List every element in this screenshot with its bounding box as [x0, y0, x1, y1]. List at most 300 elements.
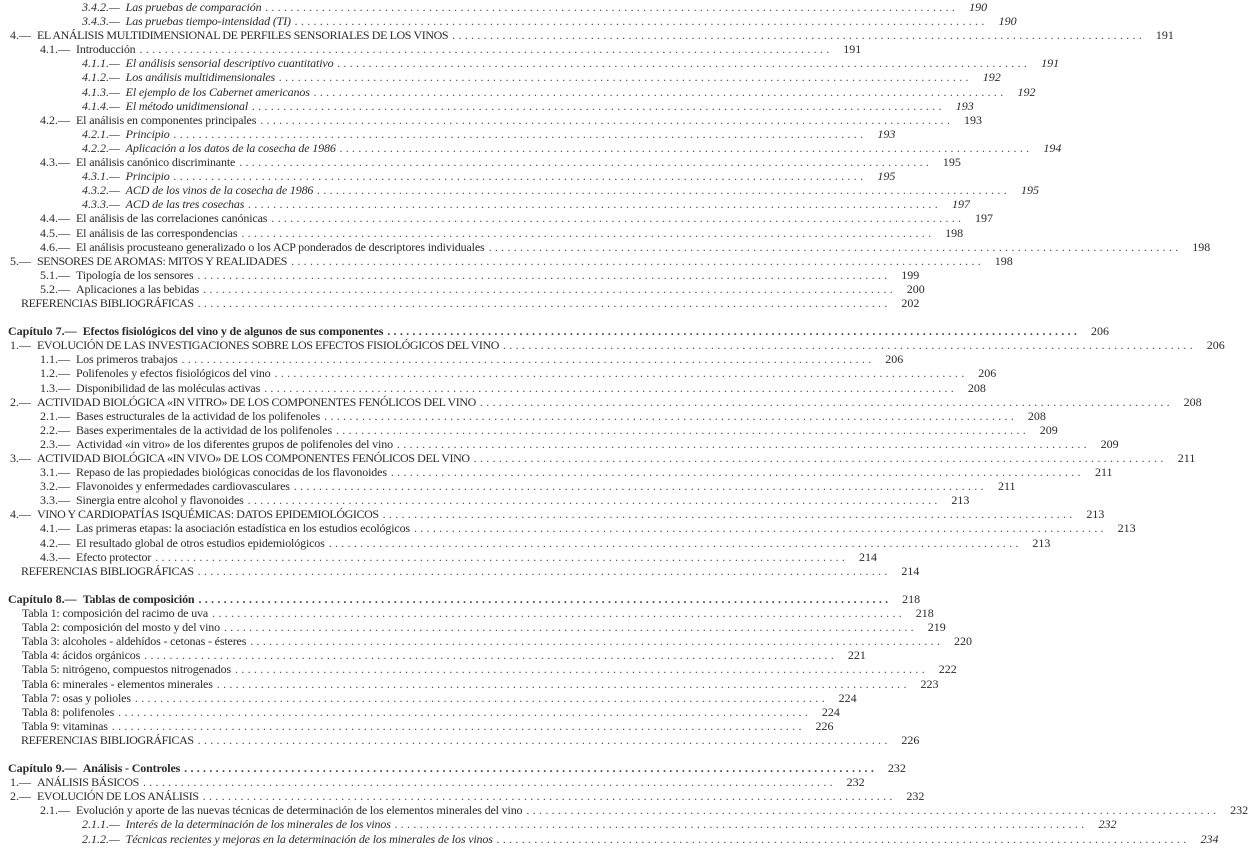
toc-entry-number: 3.4.2.— [82, 0, 120, 14]
dot-leader [497, 832, 1187, 846]
toc-entry-label [10, 254, 287, 268]
dot-leader [224, 620, 914, 634]
toc-entry[interactable] [0, 14, 1017, 29]
toc-page-number: 213 [1117, 521, 1136, 536]
dot-leader [279, 70, 969, 84]
toc-entry-number: 3.1.— [40, 465, 70, 480]
toc-entry[interactable] [0, 56, 1060, 71]
toc-entry[interactable] [0, 352, 904, 367]
toc-entry-label [40, 282, 199, 296]
toc-page-number: 195 [1020, 183, 1039, 198]
dot-leader [174, 127, 864, 141]
toc-entry-label [82, 183, 313, 197]
toc-entry-title: ACD de las tres cosechas [125, 197, 245, 212]
toc-page-number: 198 [1192, 239, 1211, 254]
toc-entry-title: ANÁLISIS BÁSICOS [37, 775, 139, 790]
dot-leader [217, 677, 907, 691]
toc-entry-title: Principio [125, 126, 170, 141]
toc-page-number: 191 [1041, 56, 1060, 71]
toc-entry-number: 4.3.1.— [82, 169, 120, 184]
toc-entry-title: Tabla 9: vitaminas [22, 718, 108, 733]
dot-leader [329, 536, 1019, 550]
toc-entry-number: 4.4.— [40, 211, 70, 226]
toc-entry-label [40, 423, 332, 437]
toc-page-number: 191 [843, 42, 862, 57]
toc-entry-number: 2.1.1.— [82, 817, 120, 832]
toc-page-number: 199 [901, 267, 920, 282]
toc-entry-number: 4.3.3.— [82, 197, 120, 212]
toc-entry-title: REFERENCIAS BIBLIOGRÁFICAS [21, 295, 194, 310]
toc-page-number: 213 [1032, 535, 1051, 550]
toc-entry-title: El análisis de las correlaciones canónicas [76, 211, 268, 226]
dot-leader [198, 296, 888, 310]
toc-entry-number: 4.1.— [40, 521, 70, 536]
toc-page-number: 209 [1039, 422, 1058, 437]
toc-entry[interactable] [0, 422, 1058, 437]
toc-entry[interactable] [0, 253, 1013, 268]
toc-entry-number: 4.2.— [40, 112, 70, 127]
toc-entry-title: Evolución y aporte de las nuevas técnicas de determinación de los elementos minerales del vino [76, 803, 523, 818]
toc-entry[interactable] [0, 197, 970, 212]
toc-entry-number: 3.4.3.— [82, 14, 120, 29]
toc-entry-number: 3.3.— [40, 493, 70, 508]
toc-page-number: 209 [1100, 436, 1119, 451]
toc-entry-label [40, 803, 522, 817]
toc-entry[interactable] [0, 775, 865, 790]
toc-entry[interactable] [0, 126, 896, 141]
toc-entry[interactable] [0, 239, 1211, 254]
dot-leader [198, 564, 888, 578]
toc-entry-number: 2.3.— [40, 436, 70, 451]
dot-leader [248, 493, 938, 507]
toc-entry[interactable] [0, 648, 866, 663]
toc-page-number: 206 [1090, 324, 1109, 339]
toc-page-number: 234 [1200, 831, 1219, 846]
toc-entry-title: El análisis sensorial descriptivo cuantitativo [125, 56, 334, 71]
toc-page-number: 197 [975, 211, 993, 226]
toc-entry-number: 4.2.— [40, 535, 70, 550]
dot-leader [336, 423, 1026, 437]
toc-entry-label [82, 56, 333, 70]
dot-leader [275, 366, 965, 380]
toc-entry-label [21, 733, 194, 747]
toc-page-number: 213 [1086, 507, 1105, 522]
toc-entry[interactable] [0, 84, 1036, 99]
dot-leader [203, 282, 893, 296]
toc-entry[interactable] [0, 98, 974, 113]
dot-leader [503, 338, 1193, 352]
toc-entry-label [22, 648, 140, 662]
dot-leader [294, 479, 984, 493]
toc-entry[interactable] [0, 366, 997, 381]
toc-entry-label [10, 507, 379, 521]
toc-chapter-entry[interactable] [0, 761, 906, 776]
toc-entry[interactable] [0, 112, 982, 127]
dot-leader [260, 113, 950, 127]
toc-entry-label [40, 366, 271, 380]
dot-leader [295, 14, 985, 28]
toc-page-number: 193 [955, 98, 974, 113]
toc-page-number: 220 [953, 634, 972, 649]
toc-entry-title: Polifenoles y efectos fisiológicos del vino [76, 366, 271, 381]
toc-entry-title: El ejemplo de los Cabernet americanos [125, 84, 310, 99]
toc-entry-label [40, 155, 235, 169]
toc-entry-title: El análisis en componentes principales [76, 112, 257, 127]
dot-leader [155, 550, 845, 564]
toc-entry-title: Tablas de composición [82, 591, 195, 606]
toc-entry-title: Introducción [76, 42, 136, 57]
toc-entry-label [40, 113, 256, 127]
dot-leader [198, 733, 888, 747]
toc-page-number: 193 [877, 126, 896, 141]
toc-entry-title: EVOLUCIÓN DE LOS ANÁLISIS [37, 789, 199, 804]
toc-entry-label [10, 451, 470, 465]
dot-leader [143, 775, 833, 789]
toc-page-number: 232 [887, 761, 906, 776]
toc-entry-title: Las pruebas tiempo-intensidad (TI) [125, 14, 291, 29]
toc-page-number: 211 [997, 479, 1016, 494]
toc-entry-number: 5.— [10, 253, 31, 268]
toc-page-number: 211 [1094, 465, 1113, 480]
dot-leader [182, 352, 872, 366]
toc-entry[interactable] [0, 493, 970, 508]
dot-leader [144, 648, 834, 662]
toc-entry-label [40, 465, 387, 479]
toc-entry-label [22, 606, 208, 620]
toc-entry[interactable] [0, 28, 1174, 43]
toc-entry-label [40, 226, 237, 240]
toc-page-number: 226 [901, 732, 920, 747]
section-spacer [0, 747, 600, 761]
toc-entry-label [82, 0, 261, 14]
toc-page-number: 224 [838, 690, 857, 705]
toc-entry-number: 3.2.— [40, 479, 70, 494]
dot-leader [317, 183, 1007, 197]
dot-leader [452, 28, 1142, 42]
toc-entry-title: Efecto protector [76, 549, 152, 564]
toc-entry-title: ACTIVIDAD BIOLÓGICA «IN VIVO» DE LOS COMPONENTES FENÓLICOS DEL VINO [37, 451, 470, 465]
toc-page-number: 232 [846, 775, 865, 790]
toc-entry-number: Capítulo 9.— [8, 761, 77, 776]
toc-page-number: 197 [951, 197, 970, 212]
toc-page-number: 214 [901, 563, 920, 578]
toc-entry-title: SENSORES DE AROMAS: MITOS Y REALIDADES [37, 253, 288, 268]
dot-leader [239, 155, 929, 169]
dot-leader [391, 465, 1081, 479]
toc-entry-number: 1.— [10, 775, 31, 790]
toc-entry-label [82, 99, 248, 113]
toc-entry-label [82, 70, 275, 84]
toc-entry-title: ACTIVIDAD BIOLÓGICA «IN VITRO» DE LOS COMPONENTES FENÓLICOS DEL VINO [37, 394, 476, 409]
toc-entry[interactable] [0, 169, 896, 184]
toc-entry-title: VINO Y CARDIOPATÍAS ISQUÉMICAS: DATOS EPIDEMIOLÓGICOS [37, 507, 379, 522]
dot-leader [140, 42, 830, 56]
dot-leader [235, 662, 925, 676]
toc-page-number: 222 [938, 662, 957, 677]
dot-leader [387, 324, 1077, 338]
toc-entry[interactable] [0, 479, 1016, 494]
toc-entry[interactable] [0, 831, 1219, 846]
toc-entry[interactable] [0, 507, 1105, 522]
toc-entry-title: Tabla 2: composición del mosto y del vino [22, 620, 220, 635]
toc-page-number: 208 [1183, 394, 1202, 409]
toc-page-number: 224 [821, 704, 840, 719]
toc-entry-number: 1.3.— [40, 380, 70, 395]
toc-page-number: 200 [906, 281, 925, 296]
toc-entry[interactable] [0, 436, 1119, 451]
toc-page-number: 206 [978, 366, 997, 381]
toc-entry-number: 1.— [10, 338, 31, 353]
toc-entry[interactable] [0, 225, 964, 240]
toc-page-number: 206 [1206, 338, 1225, 353]
toc-entry-label [40, 493, 244, 507]
toc-entry-number: 4.3.— [40, 155, 70, 170]
toc-entry-label [21, 296, 194, 310]
toc-entry-number: 2.1.— [40, 803, 70, 818]
toc-entry-title: Aplicaciones a las bebidas [76, 281, 200, 296]
dot-leader [174, 169, 864, 183]
dot-leader [397, 437, 1087, 451]
toc-entry[interactable] [0, 394, 1202, 409]
toc-entry[interactable] [0, 465, 1113, 480]
toc-entry[interactable] [0, 140, 1062, 155]
toc-entry-label [40, 211, 267, 225]
toc-page-number: 218 [915, 606, 934, 621]
toc-entry-label [40, 240, 485, 254]
toc-entry-number: 2.— [10, 789, 31, 804]
toc-entry[interactable] [0, 634, 972, 649]
toc-page-number: 192 [982, 70, 1001, 85]
toc-entry-label [82, 127, 170, 141]
toc-page-number: 194 [1043, 140, 1062, 155]
toc-page-number: 214 [858, 549, 877, 564]
toc-entry[interactable] [0, 155, 961, 170]
dot-leader [324, 409, 1014, 423]
toc-page-number: 221 [847, 648, 866, 663]
dot-leader [291, 254, 981, 268]
toc-entry-label [40, 550, 151, 564]
dot-leader [337, 56, 1027, 70]
toc-entry-number: Capítulo 8.— [8, 591, 77, 606]
toc-page-number: 192 [1017, 84, 1036, 99]
toc-entry[interactable] [0, 380, 986, 395]
toc-entry-title: Los análisis multidimensionales [125, 70, 276, 85]
dot-leader [314, 85, 1004, 99]
toc-entry-number: 3.— [10, 451, 31, 465]
toc-entry-number: 4.3.— [40, 549, 70, 564]
toc-entry-title: Aplicación a los datos de la cosecha de 1986 [125, 140, 336, 155]
toc-entry-title: Bases estructurales de la actividad de los polifenoles [76, 408, 321, 423]
toc-entry-number: 2.1.2.— [82, 831, 120, 846]
toc-page-number: 208 [1027, 408, 1046, 423]
toc-chapter-entry[interactable] [0, 591, 921, 606]
toc-entry-title: Los primeros trabajos [76, 352, 178, 367]
toc-page-number: 218 [902, 591, 921, 606]
dot-leader [135, 691, 825, 705]
toc-entry-label [40, 479, 290, 493]
toc-entry-title: EL ANÁLISIS MULTIDIMENSIONAL DE PERFILES SENSORIALES DE LOS VINOS [37, 28, 449, 43]
toc-entry[interactable] [0, 183, 1039, 198]
toc-entry-title: Bases experimentales de la actividad de los polifenoles [76, 422, 332, 437]
toc-entry-number: 2.— [10, 394, 31, 409]
dot-leader [198, 592, 888, 606]
toc-entry-title: Flavonoides y enfermedades cardiovasculares [76, 479, 290, 494]
toc-entry-label [8, 592, 194, 606]
toc-page-number: 211 [1177, 451, 1196, 465]
dot-leader [264, 381, 954, 395]
toc-entry[interactable] [0, 676, 939, 691]
toc-entry[interactable] [0, 704, 840, 719]
toc-entry-label [10, 395, 476, 409]
toc-entry-title: REFERENCIAS BIBLIOGRÁFICAS [21, 732, 194, 747]
toc-entry-label [10, 789, 199, 803]
dot-leader [250, 634, 940, 648]
toc-entry-label [21, 564, 194, 578]
toc-entry[interactable] [0, 211, 993, 226]
toc-entry-label [22, 634, 246, 648]
toc-page-number: 198 [994, 253, 1013, 268]
toc-entry[interactable] [0, 690, 857, 705]
toc-page-number: 213 [951, 493, 970, 508]
toc-entry-number: Capítulo 7.— [8, 324, 77, 339]
toc-entry[interactable] [0, 295, 920, 310]
toc-entry-label [10, 338, 499, 352]
toc-entry-title: Principio [125, 169, 170, 184]
toc-page-number: 232 [1098, 817, 1117, 832]
dot-leader [526, 803, 1216, 817]
toc-entry[interactable] [0, 0, 988, 14]
toc-entry[interactable] [0, 549, 877, 564]
toc-entry[interactable] [0, 281, 925, 296]
toc-entry-label [22, 705, 114, 719]
dot-leader [197, 268, 887, 282]
toc-entry-title: REFERENCIAS BIBLIOGRÁFICAS [21, 563, 194, 578]
toc-entry-title: El método unidimensional [125, 98, 249, 113]
toc-entry-number: 4.3.2.— [82, 183, 120, 198]
toc-chapter-entry[interactable] [0, 324, 1109, 339]
toc-entry[interactable] [0, 789, 925, 804]
toc-entry-title: Las pruebas de comparación [125, 0, 262, 14]
toc-entry[interactable] [0, 817, 1117, 832]
toc-entry-number: 4.1.3.— [82, 84, 120, 99]
dot-leader [480, 395, 1170, 409]
dot-leader [265, 0, 955, 14]
toc-page-number: 223 [920, 676, 939, 691]
toc-entry-label [10, 28, 448, 42]
toc-entry[interactable] [0, 662, 957, 677]
toc-entry-title: Tabla 3: alcoholes - aldehídos - cetonas - ésteres [22, 634, 247, 649]
toc-entry[interactable] [0, 803, 1248, 818]
toc-entry-title: Tipología de los sensores [76, 267, 194, 282]
toc-entry-title: Tabla 6: minerales - elementos minerales [22, 676, 213, 691]
toc-page-number: 191 [1155, 28, 1174, 43]
toc-entry-title: Interés de la determinación de los minerales de los vinos [125, 817, 391, 832]
toc-page-number: 190 [998, 14, 1017, 29]
toc-entry-label [40, 42, 136, 56]
toc-entry-title: Las primeras etapas: la asociación estadística en los estudios ecológicos [76, 521, 410, 536]
toc-page-number: 195 [877, 169, 896, 184]
toc-entry-number: 4.— [10, 28, 31, 43]
toc-entry-label [82, 197, 244, 211]
toc-page-number: 226 [815, 718, 834, 733]
toc-entry-title: Repaso de las propiedades biológicas conocidas de los flavonoides [76, 465, 387, 480]
toc-entry-title: Disponibilidad de las moléculas activas [76, 380, 261, 395]
toc-entry-number: 1.1.— [40, 352, 70, 367]
toc-entry-number: 1.2.— [40, 366, 70, 381]
toc-entry-label [22, 620, 220, 634]
toc-entry-title: Tabla 5: nitrógeno, compuestos nitrogenados [22, 662, 231, 677]
toc-page-number: 202 [901, 295, 920, 310]
toc-entry[interactable] [0, 451, 1196, 465]
toc-entry-label [8, 761, 180, 775]
toc-entry-number: 4.1.4.— [82, 98, 120, 113]
toc-entry[interactable] [0, 70, 1001, 85]
toc-entry-label [22, 677, 213, 691]
dot-leader [248, 197, 938, 211]
toc-entry-label [40, 268, 193, 282]
toc-entry[interactable] [0, 338, 1225, 353]
toc-entry-label [82, 141, 336, 155]
toc-entry-number: 4.2.2.— [82, 140, 120, 155]
toc-entry-label [40, 536, 325, 550]
toc-entry-label [82, 832, 493, 846]
toc-entry[interactable] [0, 606, 934, 621]
toc-entry-title: EVOLUCIÓN DE LAS INVESTIGACIONES SOBRE LOS EFECTOS FISIOLÓGICOS DEL VINO [37, 338, 499, 353]
toc-page-number: 193 [963, 112, 982, 127]
section-spacer [0, 310, 600, 324]
toc-entry-title: El análisis procusteano generalizado o los ACP ponderados de descriptores individuales [76, 239, 485, 254]
toc-entry-label [22, 719, 108, 733]
toc-entry-label [8, 324, 383, 338]
dot-leader [395, 817, 1085, 831]
dot-leader [474, 451, 1164, 465]
dot-leader [203, 789, 893, 803]
toc-entry-title: El análisis canónico discriminante [76, 155, 236, 170]
toc-page-number: 232 [1230, 803, 1248, 818]
toc-entry[interactable] [0, 718, 834, 733]
toc-entry[interactable] [0, 408, 1046, 423]
toc-page-number: 190 [969, 0, 988, 14]
toc-entry-label [82, 817, 391, 831]
toc-entry[interactable] [0, 620, 946, 635]
toc-entry-number: 2.1.— [40, 408, 70, 423]
toc-entry-title: Técnicas recientes y mejoras en la determinación de los minerales de los vinos [125, 831, 493, 846]
toc-entry[interactable] [0, 267, 920, 282]
dot-leader [489, 240, 1179, 254]
toc-entry-number: 4.2.1.— [82, 126, 120, 141]
toc-entry-title: Efectos fisiológicos del vino y de algunos de sus componentes [82, 324, 384, 339]
toc-entry-number: 4.1.— [40, 42, 70, 57]
toc-entry[interactable] [0, 563, 920, 578]
toc-entry-title: El análisis de las correspondencias [76, 225, 238, 240]
toc-entry-label [40, 352, 178, 366]
toc-entry-label [82, 169, 170, 183]
toc-entry-label [82, 14, 291, 28]
dot-leader [271, 211, 961, 225]
toc-entry-number: 4.5.— [40, 225, 70, 240]
toc-entry[interactable] [0, 42, 862, 57]
dot-leader [112, 719, 802, 733]
toc-entry-label [10, 775, 139, 789]
toc-page-number: 195 [942, 155, 961, 170]
toc-entry-number: 4.1.2.— [82, 70, 120, 85]
toc-entry[interactable] [0, 535, 1051, 550]
toc-page-number: 206 [885, 352, 904, 367]
dot-leader [241, 226, 931, 240]
toc-entry[interactable] [0, 521, 1136, 536]
toc-entry[interactable] [0, 732, 920, 747]
toc-entry-number: 5.1.— [40, 267, 70, 282]
